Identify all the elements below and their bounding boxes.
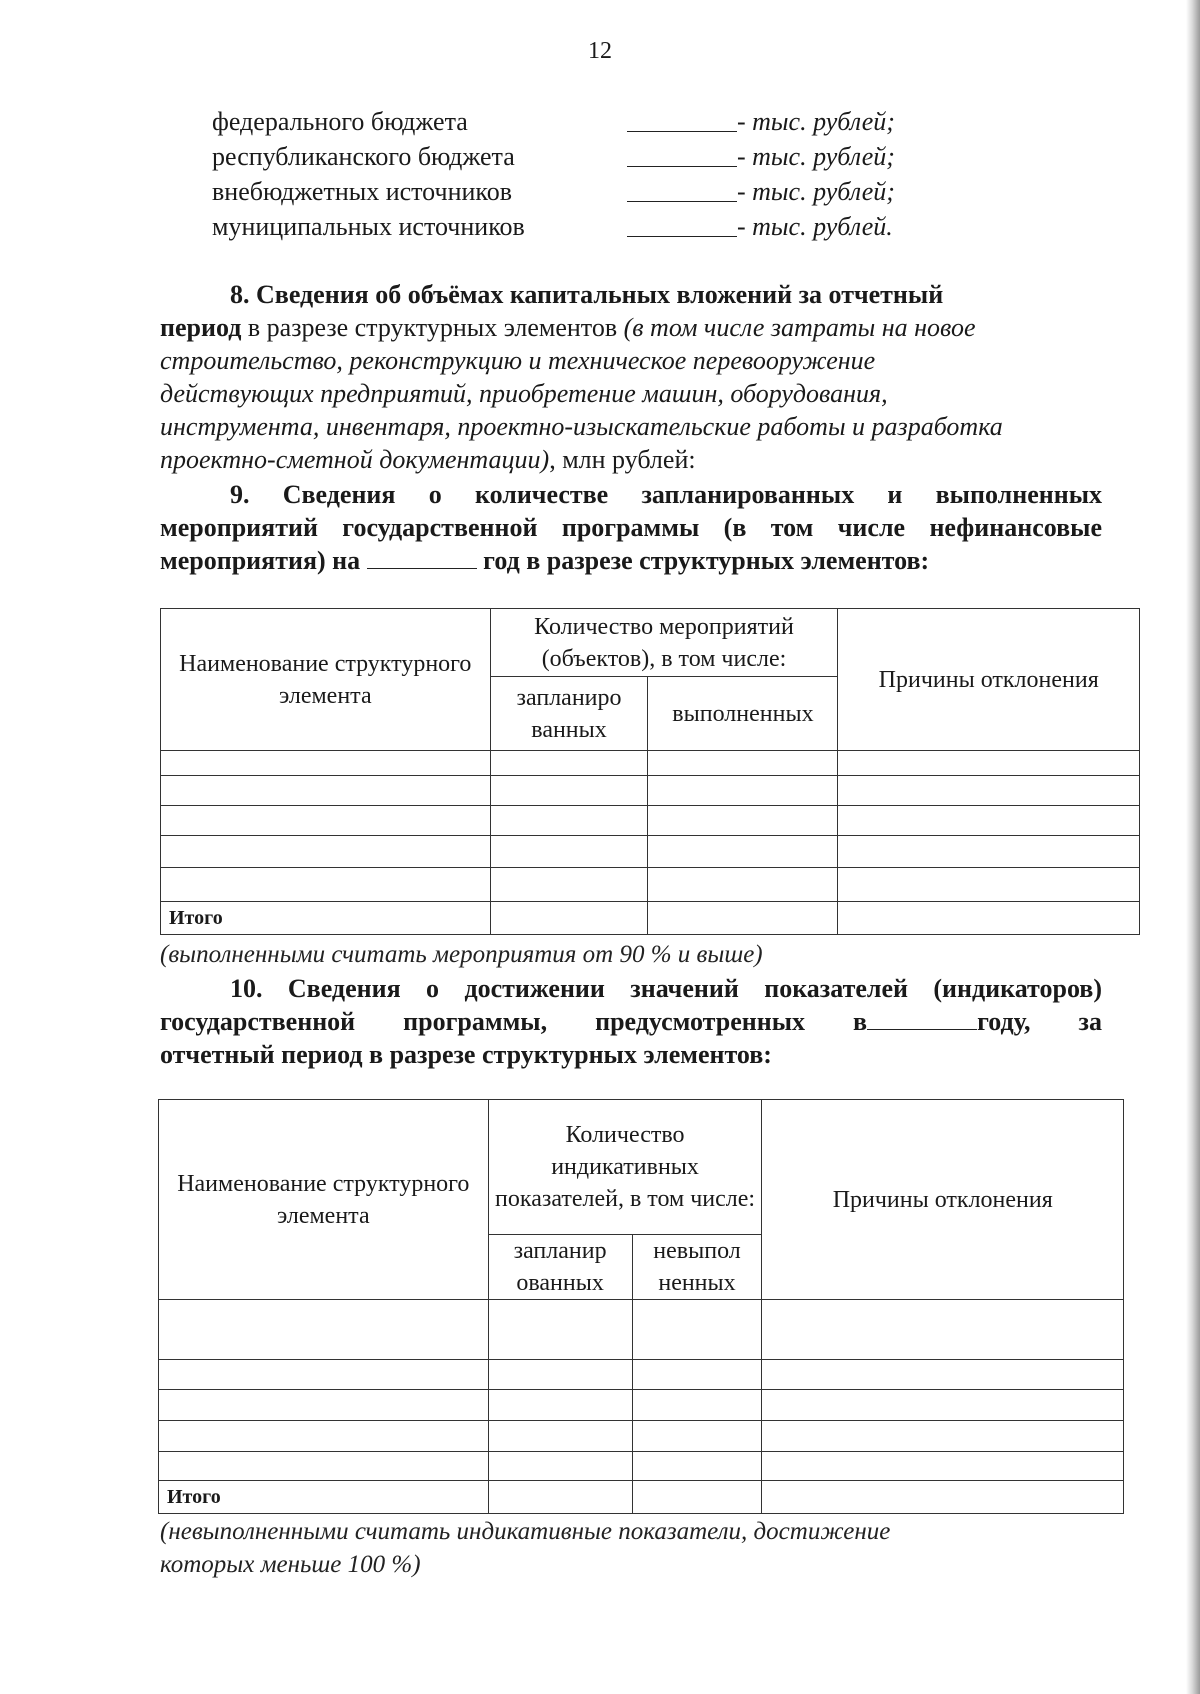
section-10-line bbox=[160, 1005, 1102, 1038]
budget-sources-list bbox=[212, 104, 972, 244]
budget-label: муниципальных источников bbox=[212, 212, 525, 241]
page-number: 12 bbox=[588, 38, 612, 64]
section-8-italic: проектно-сметной документации) bbox=[160, 445, 550, 474]
section-8-title: 8. Сведения об объёмах капитальных вложений за отчетный bbox=[230, 280, 944, 309]
budget-unit: - тыс. рублей; bbox=[737, 142, 895, 171]
header-count: Количество мероприятий (объектов), в том числе: bbox=[490, 609, 838, 677]
budget-row-federal bbox=[212, 104, 972, 139]
activities-table bbox=[160, 608, 1140, 935]
header-reason: Причины отклонения bbox=[838, 609, 1140, 751]
section-9-text: год в разрезе структурных элементов: bbox=[483, 546, 930, 575]
indicators-table bbox=[158, 1099, 1124, 1514]
section-10-text: году, за bbox=[977, 1007, 1102, 1036]
section-8 bbox=[160, 278, 1102, 476]
table-row bbox=[159, 1300, 1124, 1360]
blank-line bbox=[627, 209, 737, 237]
header-reason: Причины отклонения bbox=[762, 1100, 1124, 1300]
table-2-note-line: (невыполненными считать индикативные показатели, достижение bbox=[160, 1518, 891, 1545]
budget-unit: - тыс. рублей; bbox=[737, 177, 895, 206]
section-10-line: 10. Сведения о достижении значений показателей (индикаторов) bbox=[230, 974, 1102, 1003]
budget-row-republic bbox=[212, 139, 972, 174]
budget-label: федерального бюджета bbox=[212, 107, 468, 136]
section-8-line-last bbox=[160, 443, 1102, 476]
table-row bbox=[161, 776, 1140, 806]
header-structural-element: Наименование структурного элемента bbox=[159, 1100, 489, 1300]
table-row-total bbox=[159, 1481, 1124, 1514]
blank-line bbox=[627, 139, 737, 167]
section-9-text: мероприятия) на bbox=[160, 546, 361, 575]
section-10 bbox=[160, 972, 1102, 1071]
section-9-line bbox=[160, 544, 1102, 577]
header-done: выполненных bbox=[648, 677, 838, 751]
scan-edge-shadow bbox=[1186, 0, 1200, 1694]
table-row bbox=[161, 868, 1140, 902]
blank-line bbox=[627, 104, 737, 132]
table-row bbox=[159, 1390, 1124, 1421]
blank-line bbox=[627, 174, 737, 202]
section-8-title-end: период bbox=[160, 313, 242, 342]
budget-label: внебюджетных источников bbox=[212, 177, 512, 206]
section-9-line: 9. Сведения о количестве запланированных и выполненных bbox=[230, 480, 1102, 509]
table-row-total bbox=[161, 902, 1140, 935]
section-10-line: отчетный период в разрезе структурных элементов: bbox=[160, 1040, 772, 1069]
section-9 bbox=[160, 478, 1102, 577]
header-planned: запланир ованных bbox=[488, 1235, 632, 1300]
budget-label: республиканского бюджета bbox=[212, 142, 515, 171]
header-planned: запланиро ванных bbox=[490, 677, 648, 751]
table-row bbox=[161, 806, 1140, 836]
budget-row-extrabudget bbox=[212, 174, 972, 209]
section-10-text: государственной программы, предусмотренных в bbox=[160, 1007, 868, 1036]
budget-unit: - тыс. рублей; bbox=[737, 107, 895, 136]
year-blank bbox=[867, 1007, 977, 1030]
section-8-italic: действующих предприятий, приобретение машин, оборудования, bbox=[160, 379, 888, 408]
total-label: Итого bbox=[161, 902, 491, 935]
header-structural-element: Наименование структурного элемента bbox=[161, 609, 491, 751]
section-8-italic: инструмента, инвентаря, проектно-изыскательские работы и разработка bbox=[160, 412, 1003, 441]
section-8-line-2 bbox=[160, 311, 1102, 344]
section-8-italic: строительство, реконструкцию и техническое перевооружение bbox=[160, 346, 876, 375]
header-count: Количество индикативных показателей, в том числе: bbox=[488, 1100, 762, 1235]
budget-unit: - тыс. рублей. bbox=[737, 212, 893, 241]
total-label: Итого bbox=[159, 1481, 489, 1514]
table-1-note: (выполненными считать мероприятия от 90 % и выше) bbox=[160, 941, 763, 968]
table-row bbox=[161, 751, 1140, 776]
section-9-line: мероприятий государственной программы (в том числе нефинансовые bbox=[160, 513, 1102, 542]
header-not-done: невыпол ненных bbox=[632, 1235, 762, 1300]
section-8-text-end: , млн рублей: bbox=[549, 445, 696, 474]
table-row bbox=[159, 1452, 1124, 1481]
table-2-note-line: которых меньше 100 %) bbox=[160, 1551, 421, 1578]
section-8-text: в разрезе структурных элементов bbox=[241, 313, 624, 342]
table-2-note bbox=[160, 1515, 1100, 1581]
table-row bbox=[161, 836, 1140, 868]
year-blank bbox=[367, 546, 477, 569]
section-8-italic: (в том числе затраты на новое bbox=[623, 313, 976, 342]
table-row bbox=[159, 1360, 1124, 1390]
table-row bbox=[159, 1421, 1124, 1452]
budget-row-municipal bbox=[212, 209, 972, 244]
